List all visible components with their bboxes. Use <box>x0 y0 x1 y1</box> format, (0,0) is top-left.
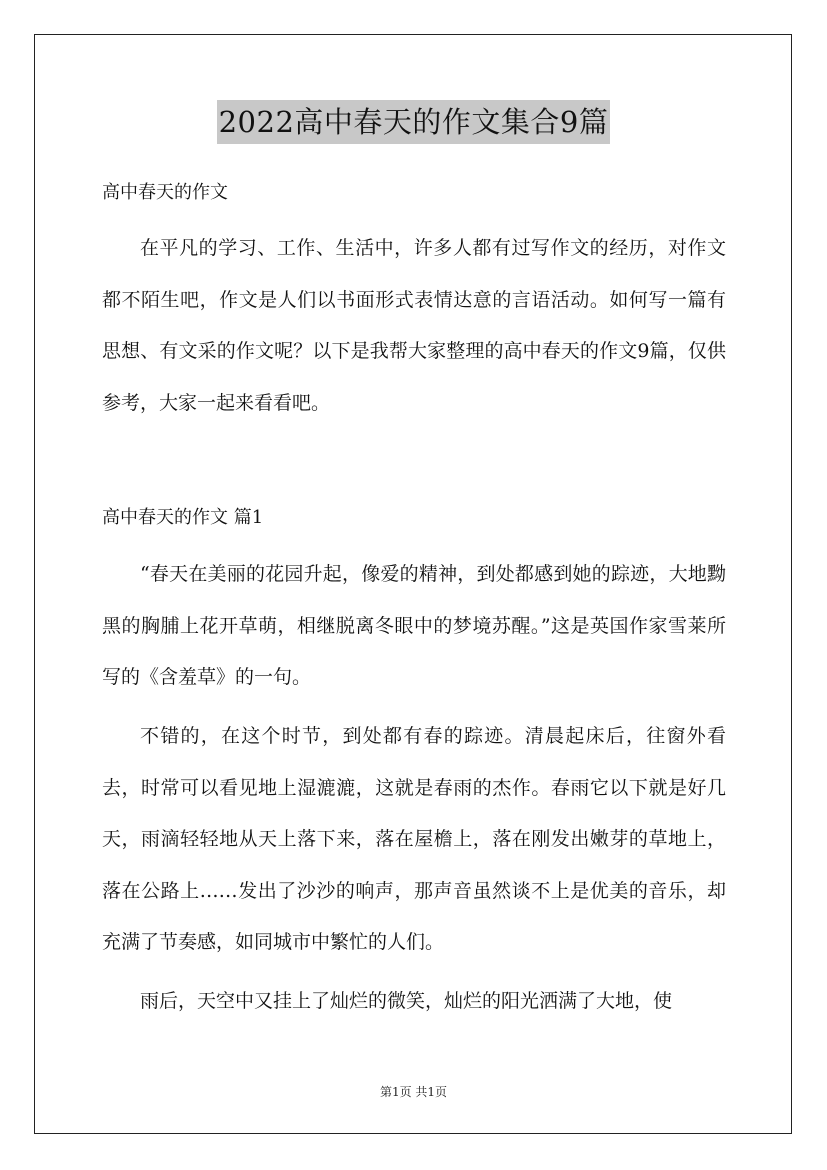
document-title: 2022高中春天的作文集合9篇 <box>217 100 611 144</box>
intro-paragraph: 在平凡的学习、工作、生活中，许多人都有过写作文的经历，对作文都不陌生吧，作文是人们以书面形式表情达意的言语活动。如何写一篇有思想、有文采的作文呢？以下是我帮大家整理的高中春天的作文9篇，仅供参考，大家一起来看看吧。 <box>102 237 726 414</box>
section-heading: 高中春天的作文 篇1 <box>102 507 264 528</box>
body-paragraph: “春天在美丽的花园升起，像爱的精神，到处都感到她的踪迹，大地黝黑的胸脯上花开草萌，相继脱离冬眼中的梦境苏醒。”这是英国作家雪莱所写的《含羞草》的一句。 <box>102 563 726 688</box>
title-container <box>0 100 827 144</box>
intro-heading: 高中春天的作文 <box>102 182 228 203</box>
body-paragraph: 不错的，在这个时节，到处都有春的踪迹。清晨起床后，往窗外看去，时常可以看见地上湿漉漉，这就是春雨的杰作。春雨它以下就是好几天，雨滴轻轻地从天上落下来，落在屋檐上，落在刚发出嫩芽的草地上，落在公路上……发出了沙沙的响声，那声音虽然谈不上是优美的音乐，却充满了节奏感，如同城市中繁忙的人们。 <box>102 725 726 953</box>
page-footer: 第1页 共1页 <box>379 1085 448 1099</box>
body-paragraph: 雨后，天空中又挂上了灿烂的微笑，灿烂的阳光洒满了大地，使 <box>140 990 673 1012</box>
